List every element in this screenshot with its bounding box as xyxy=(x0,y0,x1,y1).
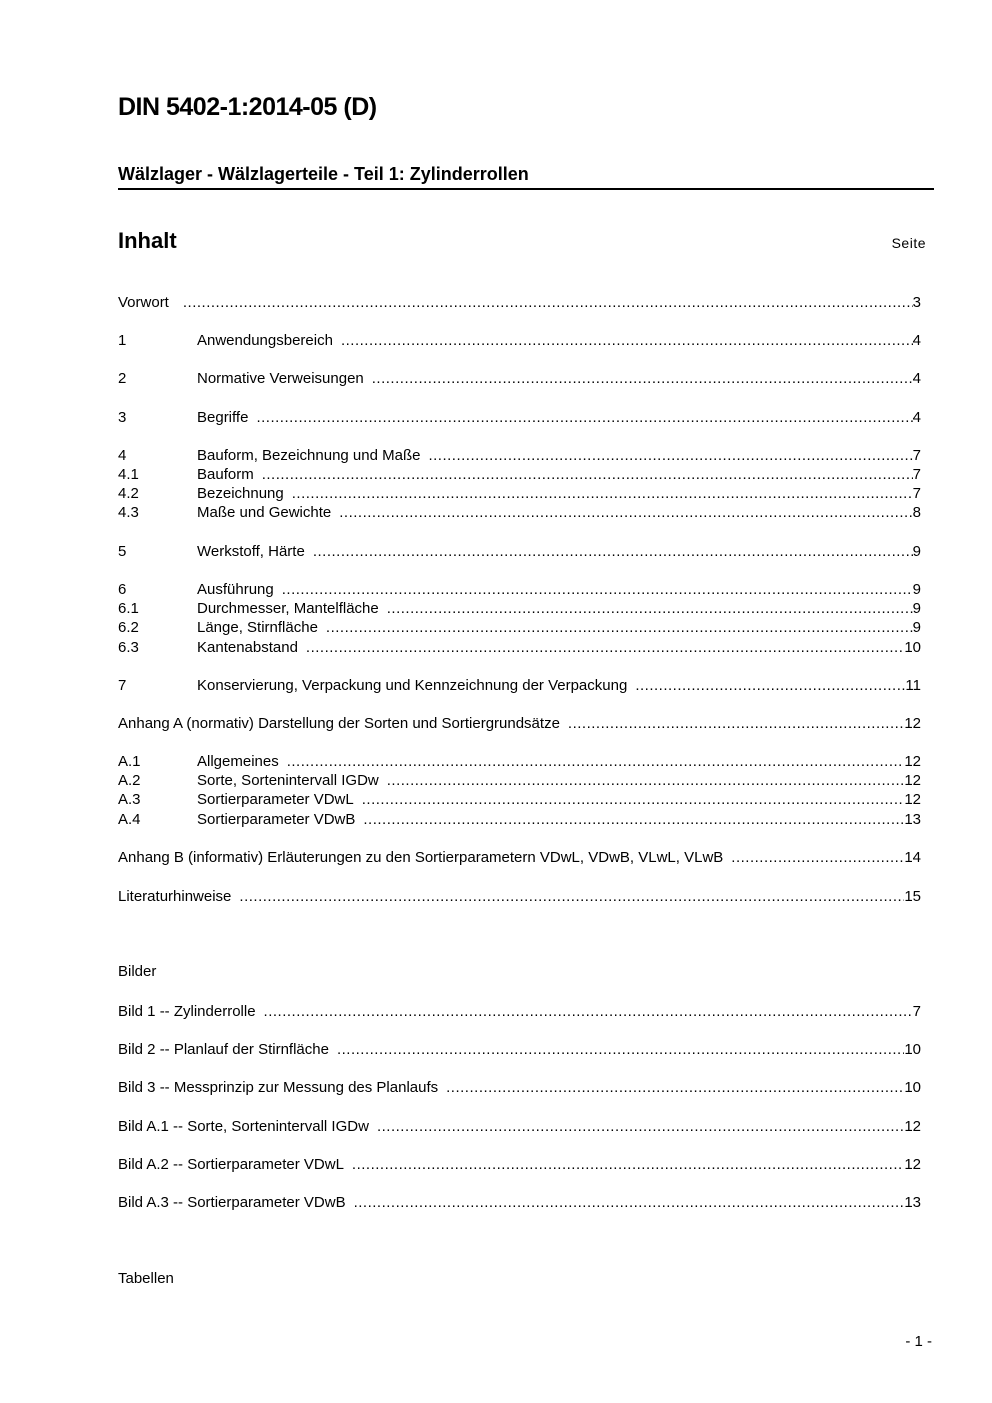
figure-entry[interactable] xyxy=(118,1002,921,1021)
toc-entry[interactable] xyxy=(118,618,921,637)
toc-leader-dots xyxy=(313,542,913,561)
toc-entry-page: 13 xyxy=(904,811,921,828)
toc-leader-dots xyxy=(372,369,913,388)
toc-entry-text: Bezeichnung xyxy=(197,485,284,502)
toc-entry-bibliography[interactable] xyxy=(118,887,921,906)
figure-entry-text: Bild 3 -- Messprinzip zur Messung des Planlaufs xyxy=(118,1079,439,1096)
toc-entry[interactable] xyxy=(118,542,921,561)
toc-entry-text: Sortierparameter VDwB xyxy=(197,811,356,828)
toc-leader-dots xyxy=(306,638,904,657)
toc-leader-dots xyxy=(262,465,913,484)
toc-entry-text: Normative Verweisungen xyxy=(197,370,364,387)
figure-entry[interactable] xyxy=(118,1155,921,1174)
toc-entry-text: Anhang A (normativ) Darstellung der Sorten und Sortiergrundsätze xyxy=(118,715,560,732)
toc-entry-page: 14 xyxy=(904,849,921,866)
toc-leader-dots xyxy=(428,446,912,465)
figure-entry-page: 10 xyxy=(904,1041,921,1058)
toc-entry-page: 12 xyxy=(904,791,921,808)
toc-entry-page: 7 xyxy=(912,466,921,483)
toc-page-column-label: Seite xyxy=(891,235,926,251)
document-id: DIN 5402-1:2014-05 (D) xyxy=(118,93,377,121)
toc-entry-page: 9 xyxy=(912,619,921,636)
toc-entry-text: Werkstoff, Härte xyxy=(197,543,305,560)
toc-entry-number: A.2 xyxy=(118,772,141,789)
figure-entry-text: Bild 2 -- Planlauf der Stirnfläche xyxy=(118,1041,329,1058)
figure-entry[interactable] xyxy=(118,1193,921,1212)
toc-leader-dots xyxy=(326,618,913,637)
toc-entry-number: A.3 xyxy=(118,791,141,808)
toc-entry-page: 9 xyxy=(912,600,921,617)
toc-entry[interactable] xyxy=(118,369,921,388)
toc-leader-dots xyxy=(352,1155,904,1174)
toc-entry-page: 4 xyxy=(912,409,921,426)
figure-entry[interactable] xyxy=(118,1040,921,1059)
document-title: Wälzlager - Wälzlagerteile - Teil 1: Zylinderrollen xyxy=(118,164,934,190)
toc-entry[interactable] xyxy=(118,676,921,695)
toc-entry-text: Bauform, Bezeichnung und Maße xyxy=(197,447,421,464)
toc-entry-number: 4 xyxy=(118,447,127,464)
toc-entry[interactable] xyxy=(118,771,921,790)
figure-entry-text: Bild 1 -- Zylinderrolle xyxy=(118,1003,256,1020)
figure-entry[interactable] xyxy=(118,1078,921,1097)
figure-entry-page: 12 xyxy=(904,1156,921,1173)
toc-entry-text: Ausführung xyxy=(197,581,274,598)
toc-entry[interactable] xyxy=(118,638,921,657)
toc-leader-dots xyxy=(287,752,905,771)
toc-entry-text: Durchmesser, Mantelfläche xyxy=(197,600,379,617)
toc-entry[interactable] xyxy=(118,446,921,465)
toc-entry-annex-a[interactable] xyxy=(118,714,921,733)
toc-entry[interactable] xyxy=(118,331,921,350)
toc-entry-number: A.4 xyxy=(118,811,141,828)
toc-leader-dots xyxy=(568,714,904,733)
toc-leader-dots xyxy=(292,484,913,503)
toc-entry-number: 4.3 xyxy=(118,504,139,521)
toc-entry-page: 8 xyxy=(912,504,921,521)
toc-leader-dots xyxy=(387,771,905,790)
toc-entry[interactable] xyxy=(118,408,921,427)
toc-entry-number: 7 xyxy=(118,677,127,694)
figure-entry-text: Bild A.3 -- Sortierparameter VDwB xyxy=(118,1194,346,1211)
toc-entry[interactable] xyxy=(118,810,921,829)
figure-entry-page: 13 xyxy=(904,1194,921,1211)
toc-entry-text: Allgemeines xyxy=(197,753,279,770)
toc-leader-dots xyxy=(264,1002,913,1021)
toc-leader-dots xyxy=(635,676,905,695)
toc-leader-dots xyxy=(282,580,913,599)
toc-entry-text: Anhang B (informativ) Erläuterungen zu den Sortierparametern VDwL, VDwB, VLwL, VLwB xyxy=(118,849,724,866)
toc-leader-dots xyxy=(183,293,913,312)
toc-entry[interactable] xyxy=(118,599,921,618)
toc-heading: Inhalt xyxy=(118,228,177,253)
toc-entry-page: 7 xyxy=(912,447,921,464)
figure-entry[interactable] xyxy=(118,1117,921,1136)
toc-leader-dots xyxy=(731,848,904,867)
figure-entry-page: 7 xyxy=(912,1003,921,1020)
figures-heading: Bilder xyxy=(118,963,157,980)
toc-entry-number: 4.1 xyxy=(118,466,139,483)
toc-entry-page: 11 xyxy=(905,677,921,694)
toc-entry-text: Vorwort xyxy=(118,294,169,311)
toc-entry-annex-b[interactable] xyxy=(118,848,921,867)
toc-entry-vorwort[interactable] xyxy=(118,293,921,312)
toc-entry-number: A.1 xyxy=(118,753,141,770)
toc-entry-page: 4 xyxy=(912,332,921,349)
toc-leader-dots xyxy=(354,1193,905,1212)
figure-entry-page: 10 xyxy=(904,1079,921,1096)
figure-entry-text: Bild A.1 -- Sorte, Sortenintervall IGDw xyxy=(118,1118,369,1135)
toc-entry-page: 12 xyxy=(904,715,921,732)
toc-entry-number: 6 xyxy=(118,581,127,598)
page-number: - 1 - xyxy=(905,1333,932,1350)
toc-entry-page: 7 xyxy=(912,485,921,502)
toc-leader-dots xyxy=(341,331,913,350)
toc-leader-dots xyxy=(363,810,904,829)
toc-entry[interactable] xyxy=(118,465,921,484)
toc-entry-text: Konservierung, Verpackung und Kennzeichnung der Verpackung xyxy=(197,677,628,694)
toc-leader-dots xyxy=(362,790,905,809)
toc-entry-text: Literaturhinweise xyxy=(118,888,232,905)
toc-entry-page: 3 xyxy=(912,294,921,311)
toc-leader-dots xyxy=(256,408,912,427)
toc-entry[interactable] xyxy=(118,503,921,522)
toc-entry-number: 6.2 xyxy=(118,619,139,636)
toc-entry-text: Länge, Stirnfläche xyxy=(197,619,318,636)
toc-entry-page: 12 xyxy=(904,772,921,789)
toc-leader-dots xyxy=(377,1117,904,1136)
toc-leader-dots xyxy=(339,503,912,522)
toc-entry-page: 9 xyxy=(912,581,921,598)
toc-leader-dots xyxy=(387,599,913,618)
toc-entry-text: Sortierparameter VDwL xyxy=(197,791,354,808)
toc-entry-page: 9 xyxy=(912,543,921,560)
toc-entry-page: 10 xyxy=(904,639,921,656)
toc-entry-number: 3 xyxy=(118,409,127,426)
toc-entry-text: Anwendungsbereich xyxy=(197,332,333,349)
toc-entry-text: Begriffe xyxy=(197,409,249,426)
toc-leader-dots xyxy=(337,1040,904,1059)
toc-entry-number: 6.3 xyxy=(118,639,139,656)
toc-leader-dots xyxy=(239,887,904,906)
toc-entry-page: 4 xyxy=(912,370,921,387)
toc-entry[interactable] xyxy=(118,790,921,809)
toc-entry[interactable] xyxy=(118,752,921,771)
figure-entry-page: 12 xyxy=(904,1118,921,1135)
toc-entry-text: Sorte, Sortenintervall IGDw xyxy=(197,772,379,789)
toc-entry-page: 12 xyxy=(904,753,921,770)
toc-entry-number: 6.1 xyxy=(118,600,139,617)
toc-entry-number: 5 xyxy=(118,543,127,560)
toc-entry-text: Bauform xyxy=(197,466,254,483)
toc-entry[interactable] xyxy=(118,484,921,503)
toc-entry-page: 15 xyxy=(904,888,921,905)
toc-entry-number: 1 xyxy=(118,332,127,349)
toc-entry[interactable] xyxy=(118,580,921,599)
toc-entry-text: Maße und Gewichte xyxy=(197,504,332,521)
toc-entry-number: 4.2 xyxy=(118,485,139,502)
toc-entry-number: 2 xyxy=(118,370,127,387)
tables-heading: Tabellen xyxy=(118,1270,174,1287)
figure-entry-text: Bild A.2 -- Sortierparameter VDwL xyxy=(118,1156,344,1173)
toc-leader-dots xyxy=(446,1078,904,1097)
toc-entry-text: Kantenabstand xyxy=(197,639,298,656)
